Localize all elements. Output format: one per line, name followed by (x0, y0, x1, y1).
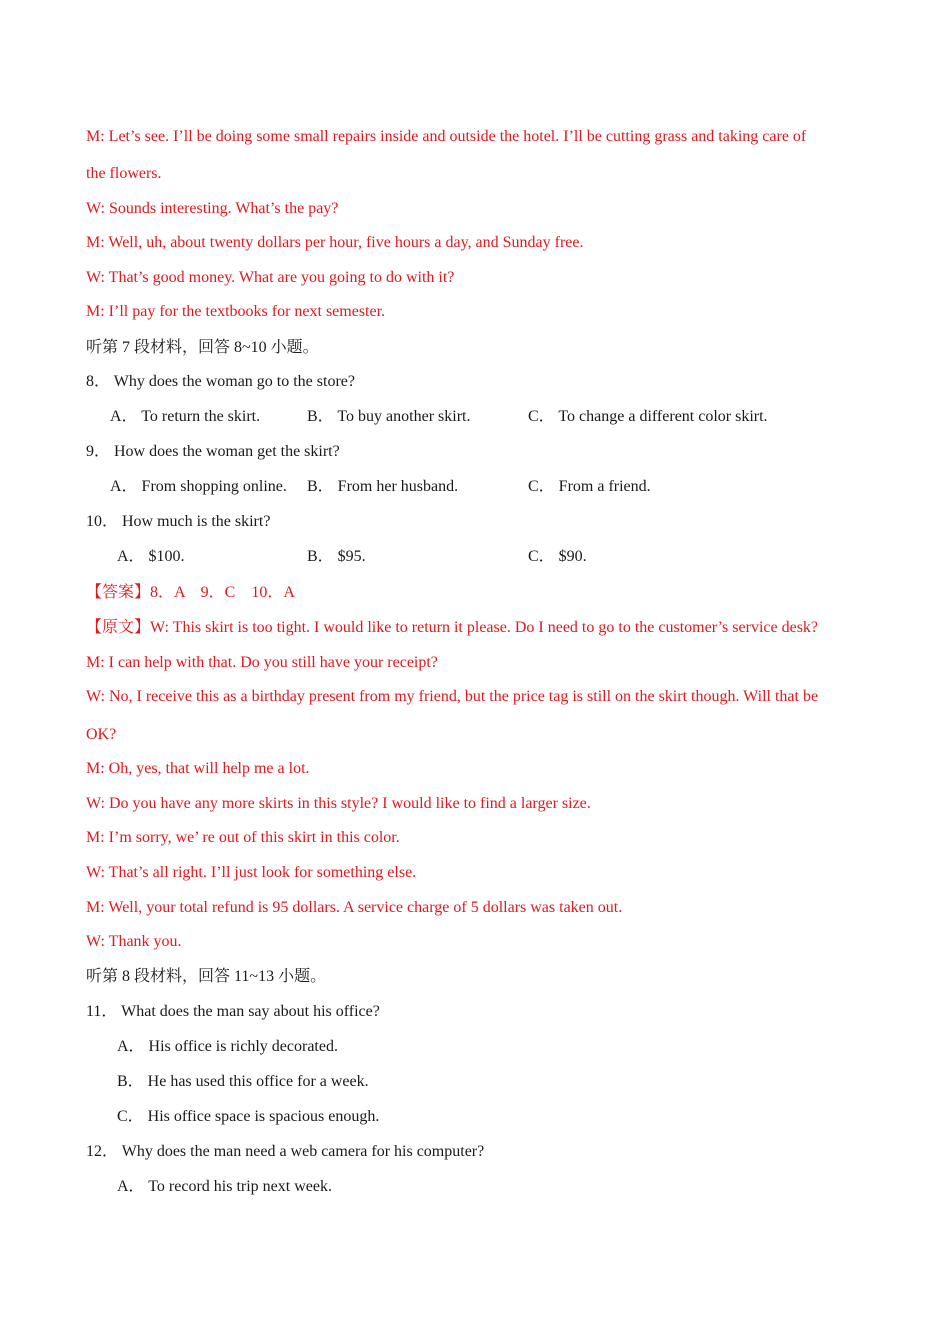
question-9-option-c: C． From a friend. (528, 478, 651, 495)
dialogue-line: M: Let’s see. I’ll be doing some small repairs inside and outside the hotel. I’ll be cutting grass and taking care of (86, 128, 807, 145)
question-8-option-c: C． To change a different color skirt. (528, 408, 768, 425)
transcript-line: M: I can help with that. Do you still have your receipt? (86, 654, 438, 671)
question-10-option-a: A． $100. (117, 548, 185, 565)
question-12-stem: 12． Why does the man need a web camera for his computer? (86, 1143, 485, 1160)
transcript-line: OK? (86, 726, 117, 743)
question-11-option-c: C． His office space is spacious enough. (117, 1108, 380, 1125)
question-10-option-b: B． $95. (307, 548, 366, 565)
transcript-line: W: Do you have any more skirts in this style? I would like to find a larger size. (86, 795, 591, 812)
dialogue-line: M: Well, uh, about twenty dollars per hour, five hours a day, and Sunday free. (86, 234, 584, 251)
question-11-option-a: A． His office is richly decorated. (117, 1038, 338, 1055)
transcript-line: W: Thank you. (86, 933, 182, 950)
transcript-line: M: Oh, yes, that will help me a lot. (86, 760, 310, 777)
section-heading: 听第 8 段材料，回答 11~13 小题。 (86, 968, 327, 985)
transcript-line: M: I’m sorry, we’ re out of this skirt in this color. (86, 829, 400, 846)
question-8-option-b: B． To buy another skirt. (307, 408, 471, 425)
answer-key: 【答案】8．A 9．C 10．A (86, 584, 295, 601)
dialogue-line: the flowers. (86, 165, 162, 182)
transcript-line: W: No, I receive this as a birthday present from my friend, but the price tag is still on the skirt though. Will that be (86, 688, 819, 705)
question-11-stem: 11． What does the man say about his office? (86, 1003, 380, 1020)
question-10-option-c: C． $90. (528, 548, 587, 565)
transcript-line: 【原文】W: This skirt is too tight. I would like to return it please. Do I need to go to the customer’s service desk? (86, 619, 819, 636)
question-9-option-b: B． From her husband. (307, 478, 459, 495)
transcript-line: W: That’s all right. I’ll just look for something else. (86, 864, 417, 881)
question-9-option-a: A． From shopping online. (110, 478, 287, 495)
question-11-option-b: B． He has used this office for a week. (117, 1073, 369, 1090)
dialogue-line: M: I’ll pay for the textbooks for next semester. (86, 303, 386, 320)
question-12-option-a: A． To record his trip next week. (117, 1178, 332, 1195)
dialogue-line: W: That’s good money. What are you going to do with it? (86, 269, 455, 286)
question-8-option-a: A． To return the skirt. (110, 408, 261, 425)
question-8-stem: 8． Why does the woman go to the store? (86, 373, 355, 390)
section-heading: 听第 7 段材料，回答 8~10 小题。 (86, 339, 319, 356)
transcript-line: M: Well, your total refund is 95 dollars. A service charge of 5 dollars was taken out. (86, 899, 623, 916)
question-10-stem: 10． How much is the skirt? (86, 513, 271, 530)
question-9-stem: 9． How does the woman get the skirt? (86, 443, 340, 460)
dialogue-line: W: Sounds interesting. What’s the pay? (86, 200, 339, 217)
